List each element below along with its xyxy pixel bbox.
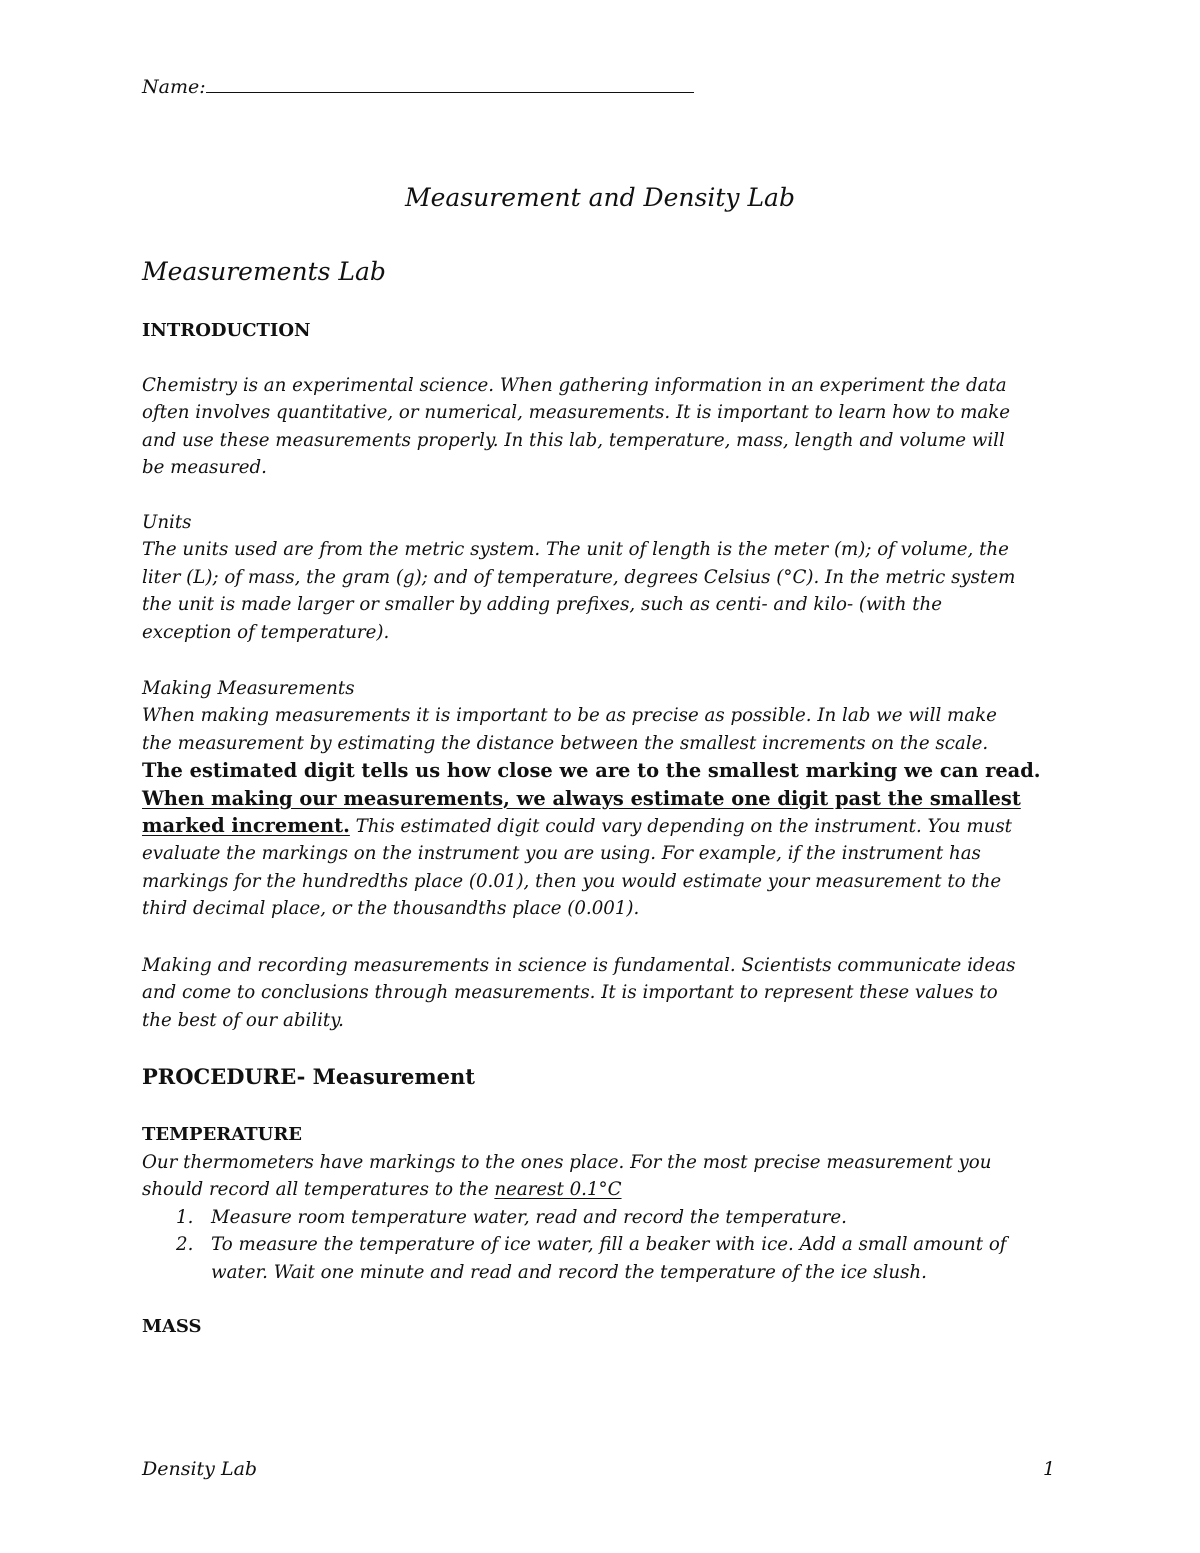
intro-line: Chemistry is an experimental science. When gathering information in an experiment the data [142, 375, 1007, 396]
making-line: evaluate the markings on the instrument you are using. For example, if the instrument has [142, 843, 981, 865]
units-line: liter (L); of mass, the gram (g); and of temperature, degrees Celsius (°C). In the metric system [142, 566, 1016, 588]
after-bold-text: This estimated digit could vary depending on the instrument. You must [349, 816, 1012, 838]
list-item [142, 1204, 1062, 1231]
making-line: third decimal place, or the thousandths place (0.001). [142, 898, 640, 920]
marked-increment-underlined: marked increment. [142, 814, 350, 838]
units-line: the unit is made larger or smaller by adding prefixes, such as centi- and kilo- (with the [142, 594, 942, 616]
document-title: Measurement and Density Lab [405, 183, 795, 212]
making-line: the measurement by estimating the distance between the smallest increments on the scale. [142, 732, 989, 754]
section-title: Measurements Lab [142, 257, 386, 286]
temperature-line: Our thermometers have markings to the ones place. For the most precise measurement you [142, 1152, 992, 1173]
intro-line: often involves quantitative, or numerical, measurements. It is important to learn how to make [142, 402, 1011, 424]
temperature-heading: TEMPERATURE [142, 1124, 303, 1145]
list-item-number: 1. [176, 1207, 194, 1228]
temperature-steps-list [142, 1204, 1062, 1286]
intro-line: and use these measurements properly. In this lab, temperature, mass, length and volume will [142, 429, 1005, 451]
closing-line: the best of our ability. [142, 1009, 344, 1031]
nearest-tenth-underlined: nearest 0.1°C [494, 1179, 622, 1201]
list-item-number: 2. [176, 1234, 194, 1256]
introduction-heading: INTRODUCTION [142, 320, 311, 341]
name-blank-line [206, 74, 694, 93]
temperature-line [142, 1176, 1062, 1203]
estimated-digit-bold-line: The estimated digit tells us how close we are to the smallest marking we can read. [142, 759, 1041, 783]
making-line-mixed [142, 812, 1062, 840]
estimate-rule-underlined-line: When making our measurements, we always estimate one digit past the smallest [142, 786, 1021, 810]
list-item-text: water. Wait one minute and read and record the temperature of the ice slush. [211, 1261, 927, 1283]
procedure-heading: PROCEDURE- Measurement [142, 1064, 475, 1089]
footer-document-name: Density Lab [142, 1458, 258, 1480]
list-item-text: To measure the temperature of ice water, fill a beaker with ice. Add a small amount of [211, 1234, 1007, 1256]
closing-paragraph [142, 952, 1062, 1034]
temperature-paragraph [142, 1149, 1062, 1204]
units-section [142, 509, 1062, 646]
name-field [142, 74, 694, 100]
making-measurements-section [142, 675, 1062, 923]
closing-line: and come to conclusions through measurements. It is important to represent these values to [142, 982, 998, 1004]
mass-heading: MASS [142, 1316, 202, 1337]
footer-page-number: 1 [1043, 1458, 1056, 1480]
making-measurements-heading: Making Measurements [142, 678, 355, 699]
name-label: Name: [142, 76, 206, 98]
units-heading: Units [142, 512, 192, 533]
list-item-text: Measure room temperature water, read and record the temperature. [211, 1207, 847, 1228]
making-line: markings for the hundredths place (0.01), then you would estimate your measurement to the [142, 870, 1002, 892]
units-line: exception of temperature). [142, 621, 390, 643]
intro-paragraph [142, 372, 1062, 482]
temperature-line-prefix: should record all temperatures to the [142, 1179, 495, 1201]
intro-line: be measured. [142, 457, 267, 479]
closing-line: Making and recording measurements in science is fundamental. Scientists communicate ideas [142, 955, 1016, 976]
list-item [142, 1231, 1062, 1286]
making-line: When making measurements it is important to be as precise as possible. In lab we will make [142, 705, 997, 727]
units-line: The units used are from the metric system. The unit of length is the meter (m); of volume, the [142, 539, 1009, 561]
